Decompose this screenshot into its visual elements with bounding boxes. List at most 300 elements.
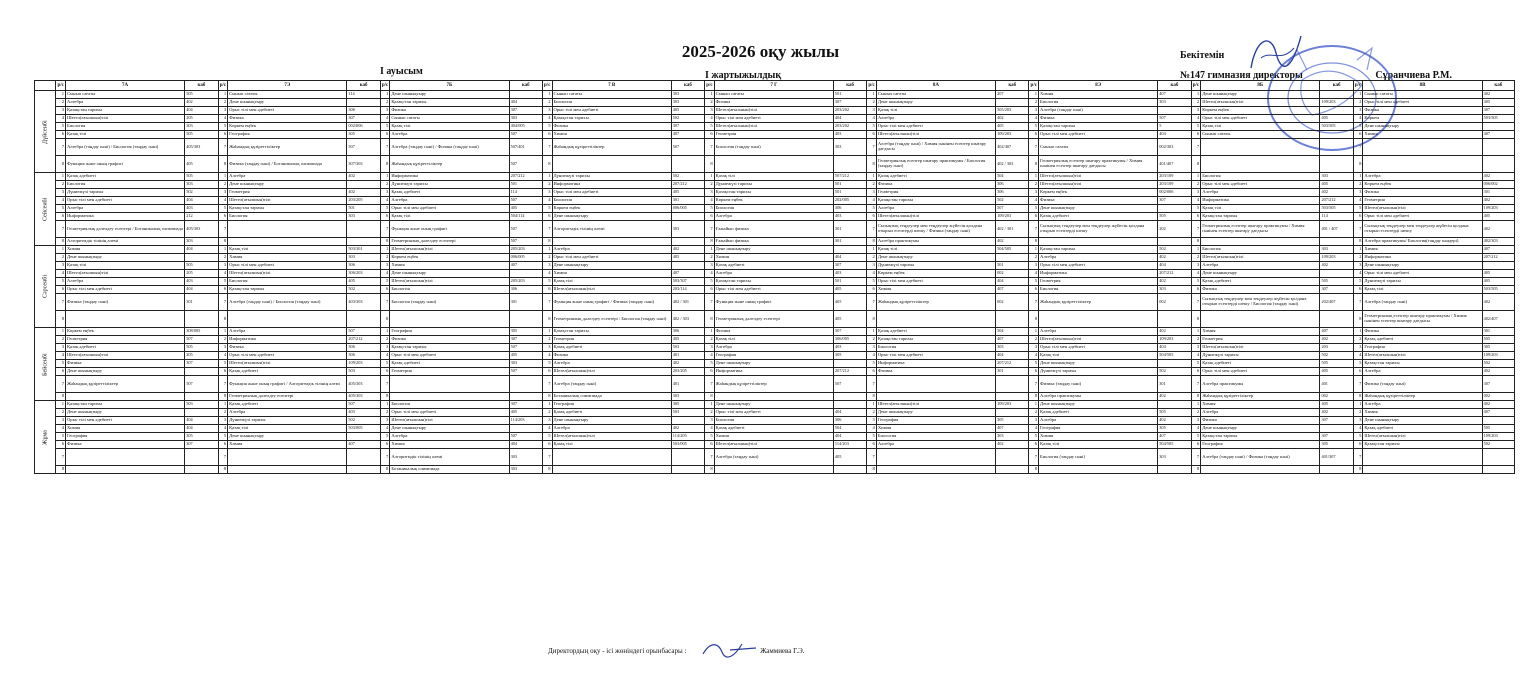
room-cell (1320, 270, 1353, 278)
lesson-number: 6 (56, 368, 66, 376)
lesson-number: 5 (1029, 360, 1039, 368)
lesson-number: 2 (56, 409, 66, 417)
lesson-number: 3 (1191, 417, 1201, 425)
room-cell: 305 (185, 433, 218, 441)
room-cell: 307/303 (347, 156, 380, 173)
subject-cell: Геометрия (876, 189, 995, 197)
room-cell: 301 (671, 197, 704, 205)
lesson-number: 2 (56, 254, 66, 262)
room-cell (347, 433, 380, 441)
lesson-number: 8 (867, 238, 877, 246)
subject-cell: Шетел(ағылшын)тілі (228, 270, 347, 278)
lesson-number: 7 (705, 449, 715, 466)
subject-cell: Қазақ тілі (1201, 205, 1320, 213)
subject-cell: Қазақстан тарихы (1363, 360, 1482, 368)
subject-cell: Химия (714, 433, 833, 441)
lesson-number: 5 (705, 205, 715, 213)
lesson-number: 6 (705, 131, 715, 139)
subject-cell: Қазақстан тарихы (1201, 213, 1320, 221)
lesson-number: 7 (56, 449, 66, 466)
subject-cell: Алгебра (65, 99, 184, 107)
room-cell: 507/401 (509, 139, 542, 156)
room-cell (671, 417, 704, 425)
lesson-number: 6 (1191, 131, 1201, 139)
room-cell: 407 (1482, 409, 1514, 417)
subject-cell: Орыс тілі мен әдебиеті (228, 262, 347, 270)
subject-cell (390, 376, 509, 393)
room-cell: 505 (1320, 278, 1353, 286)
subject-cell: Алгебра (65, 205, 184, 213)
lesson-number: 3 (218, 107, 228, 115)
lesson-number: 8 (705, 156, 715, 173)
lesson-number: 2 (1029, 409, 1039, 417)
subject-cell: Ботаникалық олимпиада (552, 393, 671, 401)
table-row (35, 401, 1515, 409)
room-cell: 303 (347, 213, 380, 221)
table-row (35, 393, 1515, 401)
subject-cell: Химия (552, 270, 671, 278)
subject-cell: Геометриялық есептер шығару практикумы / Химия пәнінен есептер шығару дағдысы (1039, 156, 1158, 173)
lesson-number: 4 (218, 352, 228, 360)
lesson-number: 2 (542, 336, 552, 344)
lesson-number: 3 (380, 107, 390, 115)
lesson-number: 6 (1353, 286, 1363, 294)
room-cell: 301 (1482, 189, 1514, 197)
subject-cell: Шетел(ағылшын)тілі (714, 441, 833, 449)
room-cell: 402 (1482, 401, 1514, 409)
column-header: каб (1482, 81, 1514, 91)
lesson-number: 1 (867, 246, 877, 254)
subject-cell: Химия (228, 441, 347, 449)
room-cell: 402/303 (1482, 238, 1514, 246)
room-cell: 503/005 (671, 441, 704, 449)
subject-cell: Биология (65, 123, 184, 131)
room-cell: 303 (1158, 286, 1191, 294)
subject-cell: Алгебра (таңдау пәні) (552, 376, 671, 393)
subject-cell: Геометрия (714, 131, 833, 139)
room-cell: 402 (671, 246, 704, 254)
room-cell: 303 (509, 466, 542, 474)
subject-cell: Физика (65, 441, 184, 449)
lesson-number: 2 (56, 336, 66, 344)
half-year-label: I жартыжылдық (705, 70, 782, 81)
subject-cell: Қазақ әдебиеті (552, 344, 671, 352)
room-cell (509, 393, 542, 401)
lesson-number: 4 (705, 270, 715, 278)
room-cell: 203/205 (671, 368, 704, 376)
room-cell: 305 (509, 328, 542, 336)
lesson-number: 5 (380, 123, 390, 131)
subject-cell: Шетел(ағылшын)тілі (876, 401, 995, 409)
room-cell: 205 (185, 115, 218, 123)
lesson-number: 1 (380, 401, 390, 409)
room-cell: 401 / 407 (1320, 221, 1353, 238)
day-label: Дүйсенбі (35, 91, 56, 173)
subject-cell: Физика (228, 115, 347, 123)
subject-cell (714, 393, 833, 401)
room-cell: 501 (509, 181, 542, 189)
lesson-number: 7 (218, 294, 228, 311)
column-header: р/с (1353, 81, 1363, 91)
subject-cell: Сызықтық теңдеулер мен теңдеулер жүйесін қолдана отырып есептерді шешу (1363, 221, 1482, 238)
room-cell: 504/505 (1158, 441, 1191, 449)
subject-cell: Қазақстан тарихы (228, 205, 347, 213)
footer (548, 647, 805, 655)
room-cell: 404 (1158, 262, 1191, 270)
lesson-number: 8 (1191, 156, 1201, 173)
room-cell (1158, 205, 1191, 213)
room-cell: 507 (509, 344, 542, 352)
lesson-number: 6 (705, 213, 715, 221)
lesson-number: 8 (56, 466, 66, 474)
room-cell: 212 (185, 213, 218, 221)
lesson-number: 2 (380, 254, 390, 262)
subject-cell: Информатика (714, 368, 833, 376)
room-cell: 507 (671, 139, 704, 156)
lesson-number: 8 (542, 238, 552, 246)
room-cell: 404 (833, 433, 866, 441)
lesson-number: 3 (56, 189, 66, 197)
room-cell: 404 (185, 246, 218, 254)
subject-cell: Алгебра практикумы (1039, 393, 1158, 401)
table-row (35, 213, 1515, 221)
subject-cell: Қазақ тілі (390, 123, 509, 131)
subject-cell (65, 393, 184, 401)
subject-cell: Биология (552, 197, 671, 205)
subject-cell: Дене шынықтыру (65, 409, 184, 417)
room-cell: 507 (509, 368, 542, 376)
subject-cell (228, 221, 347, 238)
room-cell (996, 449, 1029, 466)
lesson-number: 7 (1191, 139, 1201, 156)
lesson-number: 6 (56, 441, 66, 449)
lesson-number: 1 (705, 328, 715, 336)
column-header: р/с (218, 81, 228, 91)
lesson-number: 3 (542, 189, 552, 197)
lesson-number: 6 (867, 368, 877, 376)
room-cell: 504/505 (1158, 352, 1191, 360)
subject-cell: Дүниежүзі тарихы (228, 417, 347, 425)
subject-cell: Көркем еңбек (552, 205, 671, 213)
subject-cell: Алгебра практикумы (876, 238, 995, 246)
subject-cell: Алгебра (228, 328, 347, 336)
room-cell: 307 (1320, 433, 1353, 441)
subject-cell: Шетел(ағылшын)тілі (1039, 181, 1158, 189)
lesson-number: 2 (380, 409, 390, 417)
subject-cell: Алгебра (65, 278, 184, 286)
lesson-number: 4 (542, 115, 552, 123)
lesson-number: 2 (1353, 99, 1363, 107)
room-cell: 407 (996, 336, 1029, 344)
subject-cell: Қазақ тілі (1363, 286, 1482, 294)
column-header: р/с (380, 81, 390, 91)
subject-cell: Дүниежүзі тарихы (876, 262, 995, 270)
column-header: р/с (1029, 81, 1039, 91)
room-cell: 405 (509, 409, 542, 417)
subject-cell: Алгебра (552, 246, 671, 254)
lesson-number: 8 (218, 156, 228, 173)
room-cell: 109/203 (1320, 254, 1353, 262)
lesson-number: 4 (56, 197, 66, 205)
lesson-number: 6 (56, 213, 66, 221)
room-cell (347, 181, 380, 189)
lesson-number: 5 (1191, 205, 1201, 213)
lesson-number: 2 (218, 99, 228, 107)
room-cell (509, 376, 542, 393)
lesson-number: 4 (705, 197, 715, 205)
subject-cell: Сынып сағаты (390, 115, 509, 123)
schedule-table-container (34, 80, 1515, 645)
subject-cell: Алгебра (1363, 368, 1482, 376)
subject-cell: Биология (1201, 246, 1320, 254)
lesson-number: 1 (705, 173, 715, 181)
room-cell: 407 (996, 425, 1029, 433)
room-cell: 502 (1158, 368, 1191, 376)
room-cell: 405 (833, 294, 866, 311)
lesson-number: 5 (56, 278, 66, 286)
lesson-number: 3 (218, 417, 228, 425)
table-row (35, 156, 1515, 173)
subject-cell: Қазақ әдебиеті (65, 344, 184, 352)
subject-cell: Информатика (228, 336, 347, 344)
lesson-number: 5 (218, 123, 228, 131)
room-cell: 504 (996, 173, 1029, 181)
subject-cell: Алгебра (таңдау пәні) (1363, 294, 1482, 311)
room-cell: 306/203 (347, 270, 380, 278)
column-header: каб (347, 81, 380, 91)
room-cell (996, 311, 1029, 328)
subject-cell: Алгебра (876, 115, 995, 123)
lesson-number: 7 (380, 139, 390, 156)
subject-cell: Физика (65, 360, 184, 368)
subject-cell: Биология (390, 401, 509, 409)
subject-cell: Жаһандық құзіреттіліктер (714, 376, 833, 393)
lesson-number: 2 (56, 181, 66, 189)
subject-cell: Көркем еңбек (65, 328, 184, 336)
subject-cell: Информатика (65, 213, 184, 221)
room-cell: 404 (833, 115, 866, 123)
subject-cell: География (1039, 425, 1158, 433)
subject-cell: Орыс тілі мен әдебиеті (390, 352, 509, 360)
room-cell: 402 / 303 (996, 156, 1029, 173)
subject-cell: Орыс тілі мен әдебиеті (1039, 131, 1158, 139)
room-cell: 407 (1482, 131, 1514, 139)
lesson-number: 6 (1353, 368, 1363, 376)
room-cell: 205/203 (509, 278, 542, 286)
lesson-number: 5 (380, 278, 390, 286)
room-cell (509, 270, 542, 278)
lesson-number: 5 (1191, 360, 1201, 368)
lesson-number: 1 (218, 91, 228, 99)
lesson-number: 8 (542, 466, 552, 474)
footer-text: Директордың оқу - ісі жөніндегі орынбасары : (548, 647, 687, 655)
room-cell: 303 (1158, 99, 1191, 107)
room-cell: 404 (833, 409, 866, 417)
subject-cell: Қазақстан тарихы (1363, 441, 1482, 449)
room-cell: 507 (833, 376, 866, 393)
table-row (35, 311, 1515, 328)
subject-cell: Көркем еңбек (714, 197, 833, 205)
lesson-number: 5 (867, 205, 877, 213)
subject-cell: Физика (1363, 328, 1482, 336)
lesson-number: 6 (1353, 131, 1363, 139)
subject-cell: Орыс тілі мен әдебиеті (228, 352, 347, 360)
room-cell: 109/203 (1482, 352, 1514, 360)
subject-cell: Физика (1363, 189, 1482, 197)
lesson-number: 7 (542, 294, 552, 311)
room-cell: 402 (1320, 189, 1353, 197)
lesson-number: 3 (705, 107, 715, 115)
subject-cell: Шетел(ағылшын)тілі (1039, 173, 1158, 181)
room-cell: 305 (671, 401, 704, 409)
column-header: р/с (56, 81, 66, 91)
subject-cell (714, 156, 833, 173)
lesson-number: 2 (867, 181, 877, 189)
room-cell (185, 409, 218, 417)
room-cell: 207/212 (671, 181, 704, 189)
room-cell: 306 (347, 107, 380, 115)
subject-cell: Функция және оның графигі / Физика (таңдау пәні) (552, 294, 671, 311)
room-cell: 203/109 (1158, 173, 1191, 181)
subject-cell: Орыс тілі мен әдебиеті (65, 286, 184, 294)
subject-cell (876, 393, 995, 401)
subject-cell: Химия (876, 425, 995, 433)
room-cell: 301 (833, 221, 866, 238)
lesson-number: 4 (705, 115, 715, 123)
lesson-number: 6 (380, 286, 390, 294)
lesson-number: 3 (56, 107, 66, 115)
footer-name: Жаммиева Г.Э. (760, 647, 805, 655)
room-cell: 503 (347, 368, 380, 376)
lesson-number: 8 (218, 238, 228, 246)
table-row (35, 425, 1515, 433)
subject-cell: Биология (1039, 286, 1158, 294)
room-cell (347, 449, 380, 466)
lesson-number: 8 (1029, 238, 1039, 246)
subject-cell: Шетел(ағылшын)тілі (1201, 99, 1320, 107)
subject-cell: Дүниежүзі тарихы (1039, 368, 1158, 376)
room-cell: 109/203 (996, 213, 1029, 221)
subject-cell: Дүниежүзі тарихы (1363, 278, 1482, 286)
lesson-number: 8 (705, 311, 715, 328)
table-row (35, 433, 1515, 441)
lesson-number: 5 (1353, 123, 1363, 131)
room-cell: 501 (833, 278, 866, 286)
lesson-number: 5 (867, 123, 877, 131)
subject-cell: Физика (714, 328, 833, 336)
room-cell: 507 (509, 238, 542, 246)
column-header: каб (671, 81, 704, 91)
subject-cell: Химия (228, 254, 347, 262)
room-cell: 402 (671, 360, 704, 368)
lesson-number: 8 (380, 393, 390, 401)
room-cell: 507 (185, 336, 218, 344)
table-row (35, 131, 1515, 139)
room-cell: 002/006 (347, 123, 380, 131)
lesson-number: 8 (1353, 466, 1363, 474)
room-cell: 405 (671, 336, 704, 344)
lesson-number: 1 (56, 173, 66, 181)
subject-cell: Көркем еңбек (1039, 189, 1158, 197)
lesson-number: 3 (1029, 189, 1039, 197)
lesson-number: 2 (218, 409, 228, 417)
lesson-number: 6 (542, 286, 552, 294)
subject-cell: Алгебра (таңдау пәні) (714, 449, 833, 466)
subject-cell: Қазақстан тарихы (876, 336, 995, 344)
lesson-number: 3 (1353, 262, 1363, 270)
subject-cell: Алгебра (390, 433, 509, 441)
lesson-number: 8 (56, 238, 66, 246)
subject-cell: Химия (65, 425, 184, 433)
room-cell: 507/212 (833, 173, 866, 181)
subject-cell: Дүниежүзі тарихы (1201, 352, 1320, 360)
subject-cell: Орыс тілі мен әдебиеті (1201, 181, 1320, 189)
room-cell: 402 (1482, 91, 1514, 99)
lesson-number: 2 (867, 99, 877, 107)
subject-cell: Шетел(ағылшын)тілі (65, 115, 184, 123)
lesson-number: 8 (705, 393, 715, 401)
lesson-number: 7 (542, 221, 552, 238)
lesson-number: 8 (218, 393, 228, 401)
lesson-number: 5 (705, 123, 715, 131)
room-cell: 203/205 (347, 197, 380, 205)
room-cell: 404 (1158, 131, 1191, 139)
column-header: каб (1320, 81, 1353, 91)
room-cell: 202 (1158, 221, 1191, 238)
subject-cell: Химия (65, 246, 184, 254)
room-cell: 504/505 (996, 246, 1029, 254)
subject-cell: Функция және оның графигі (65, 156, 184, 173)
room-cell: 507 (509, 156, 542, 173)
room-cell: 306 (347, 344, 380, 352)
room-cell (671, 466, 704, 474)
subject-cell: Шетел(ағылшын)тілі (552, 286, 671, 294)
room-cell: 505/203 (996, 107, 1029, 115)
lesson-number: 7 (218, 449, 228, 466)
room-cell: 403 (833, 213, 866, 221)
subject-cell: Жаһандық құзіреттіліктер (1201, 393, 1320, 401)
room-cell (185, 311, 218, 328)
lesson-number: 3 (705, 344, 715, 352)
subject-cell: Көркем еңбек (1201, 107, 1320, 115)
room-cell: 307 (1320, 417, 1353, 425)
subject-cell (65, 311, 184, 328)
lesson-number: 3 (218, 344, 228, 352)
lesson-number: 8 (1191, 393, 1201, 401)
subject-cell: Шетел(ағылшын)тілі (65, 270, 184, 278)
room-cell: 503/505 (1482, 115, 1514, 123)
lesson-number: 5 (1353, 278, 1363, 286)
page-title: 2025-2026 оқу жылы (681, 42, 840, 61)
subject-cell: География (714, 352, 833, 360)
column-header: р/с (705, 81, 715, 91)
room-cell: 301 (996, 368, 1029, 376)
subject-cell: Дене шынықтыру (876, 409, 995, 417)
room-cell (671, 238, 704, 246)
subject-cell: Дене шынықтыру (1039, 205, 1158, 213)
subject-cell: Шетел(ағылшын)тілі (1363, 205, 1482, 213)
lesson-number: 2 (1353, 181, 1363, 189)
subject-cell: Алгебра (552, 360, 671, 368)
lesson-number: 5 (705, 278, 715, 286)
subject-cell: Қазақстан тарихы (714, 278, 833, 286)
subject-cell: Алгебра (таңдау пәні) / Биология (таңдау пәні) (65, 139, 184, 156)
table-row (35, 417, 1515, 425)
lesson-number: 5 (1029, 433, 1039, 441)
room-cell: 402 (1158, 417, 1191, 425)
room-cell: 405 (671, 189, 704, 197)
room-cell: 503/505 (1482, 286, 1514, 294)
